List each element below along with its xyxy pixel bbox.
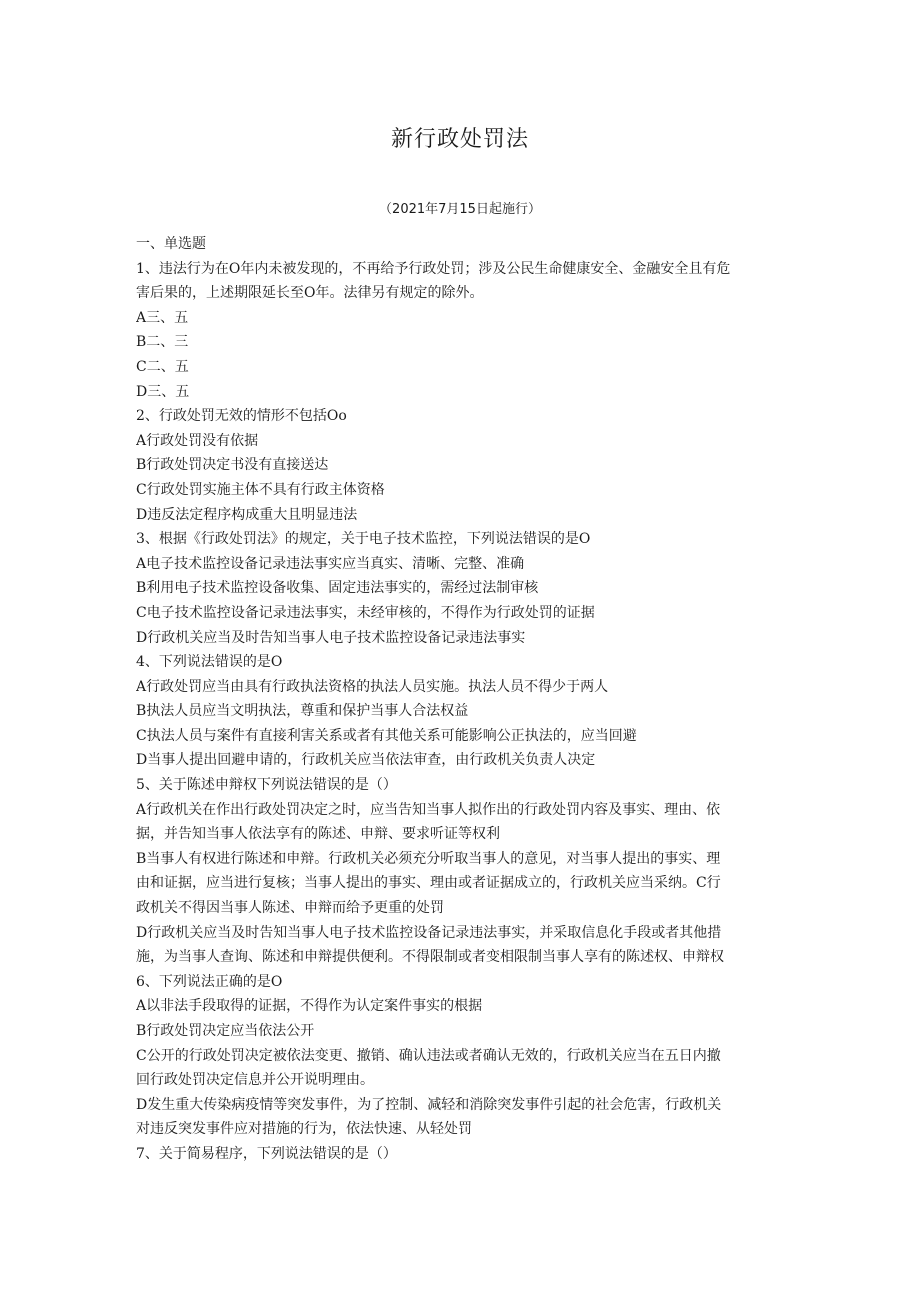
text-line: D行政机关应当及时告知当事人电子技术监控设备记录违法事实 xyxy=(136,629,526,646)
text-line: 5、关于陈述申辩权下列说法错误的是（） xyxy=(136,777,397,794)
text-line: B行政处罚决定书没有直接送达 xyxy=(136,457,329,474)
text-line: 2、行政处罚无效的情形不包括Oo xyxy=(136,408,347,425)
text-line: 4、下列说法错误的是O xyxy=(136,654,283,671)
text-line: A行政处罚没有依据 xyxy=(136,432,259,449)
text-line: A以非法手段取得的证据，不得作为认定案件事实的根据 xyxy=(136,998,483,1015)
text-line: 据，并告知当事人依法享有的陈述、申辩、要求听证等权利 xyxy=(136,826,500,843)
text-line: D行政机关应当及时告知当事人电子技术监控设备记录违法事实，并采取信息化手段或者其他措 xyxy=(136,924,722,941)
text-line: A行政处罚应当由具有行政执法资格的执法人员实施。执法人员不得少于两人 xyxy=(136,678,609,695)
text-line: D违反法定程序构成重大且明显违法 xyxy=(136,506,358,523)
text-line: C公开的行政处罚决定被依法变更、撤销、确认违法或者确认无效的，行政机关应当在五日内撤 xyxy=(136,1047,721,1064)
text-line: A行政机关在作出行政处罚决定之时，应当告知当事人拟作出的行政处罚内容及事实、理由、依 xyxy=(136,801,721,818)
text-line: C行政处罚实施主体不具有行政主体资格 xyxy=(136,481,385,498)
text-line: 回行政处罚决定信息并公开说明理由。 xyxy=(136,1072,374,1089)
text-line: 6、下列说法正确的是O xyxy=(136,973,283,990)
text-line: 由和证据，应当进行复核；当事人提出的事实、理由或者证据成立的，行政机关应当采纳。C行 xyxy=(136,875,721,892)
text-line: A电子技术监控设备记录违法事实应当真实、清晰、完整、准确 xyxy=(136,555,525,572)
text-line: B行政处罚决定应当依法公开 xyxy=(136,1023,315,1039)
text-line: B执法人员应当文明执法，尊重和保护当事人合法权益 xyxy=(136,703,469,720)
document-body xyxy=(136,232,784,1167)
text-line: 3、根据《行政处罚法》的规定，关于电子技术监控，下列说法错误的是O xyxy=(136,531,591,548)
page-title: 新行政处罚法 xyxy=(390,127,529,152)
text-line: 政机关不得因当事人陈述、申辩而给予更重的处罚 xyxy=(136,900,444,917)
text-line: D三、五 xyxy=(136,383,190,400)
text-line: 施，为当事人查询、陈述和申辩提供便利。不得限制或者变相限制当事人享有的陈述权、申辩权 xyxy=(136,949,724,966)
text-line: C执法人员与案件有直接利害关系或者有其他关系可能影响公正执法的，应当回避 xyxy=(136,727,637,744)
text-line: C二、五 xyxy=(136,358,189,375)
text-line: D发生重大传染病疫情等突发事件，为了控制、减轻和消除突发事件引起的社会危害，行政机关 xyxy=(136,1096,722,1113)
text-line: B当事人有权进行陈述和申辩。行政机关必须充分听取当事人的意见，对当事人提出的事实、理 xyxy=(136,850,721,867)
text-line: 对违反突发事件应对措施的行为，依法快速、从轻处罚 xyxy=(136,1121,472,1138)
text-line: A三、五 xyxy=(136,309,189,326)
text-line: 1、违法行为在O年内未被发现的，不再给予行政处罚；涉及公民生命健康安全、金融安全且有危 xyxy=(136,260,731,277)
text-line: 害后果的，上述期限延长至O年。法律另有规定的除外。 xyxy=(136,285,484,302)
text-line: B利用电子技术监控设备收集、固定违法事实的，需经过法制审核 xyxy=(136,580,539,597)
text-line: D当事人提出回避申请的，行政机关应当依法审查，由行政机关负责人决定 xyxy=(136,752,596,769)
text-line: B二、三 xyxy=(136,334,189,351)
page-subtitle: （2021年7月15日起施行） xyxy=(379,202,541,217)
text-line: C电子技术监控设备记录违法事实，未经审核的，不得作为行政处罚的证据 xyxy=(136,604,595,621)
text-line: 一、单选题 xyxy=(136,236,206,252)
text-line: 7、关于简易程序，下列说法错误的是（） xyxy=(136,1145,397,1162)
